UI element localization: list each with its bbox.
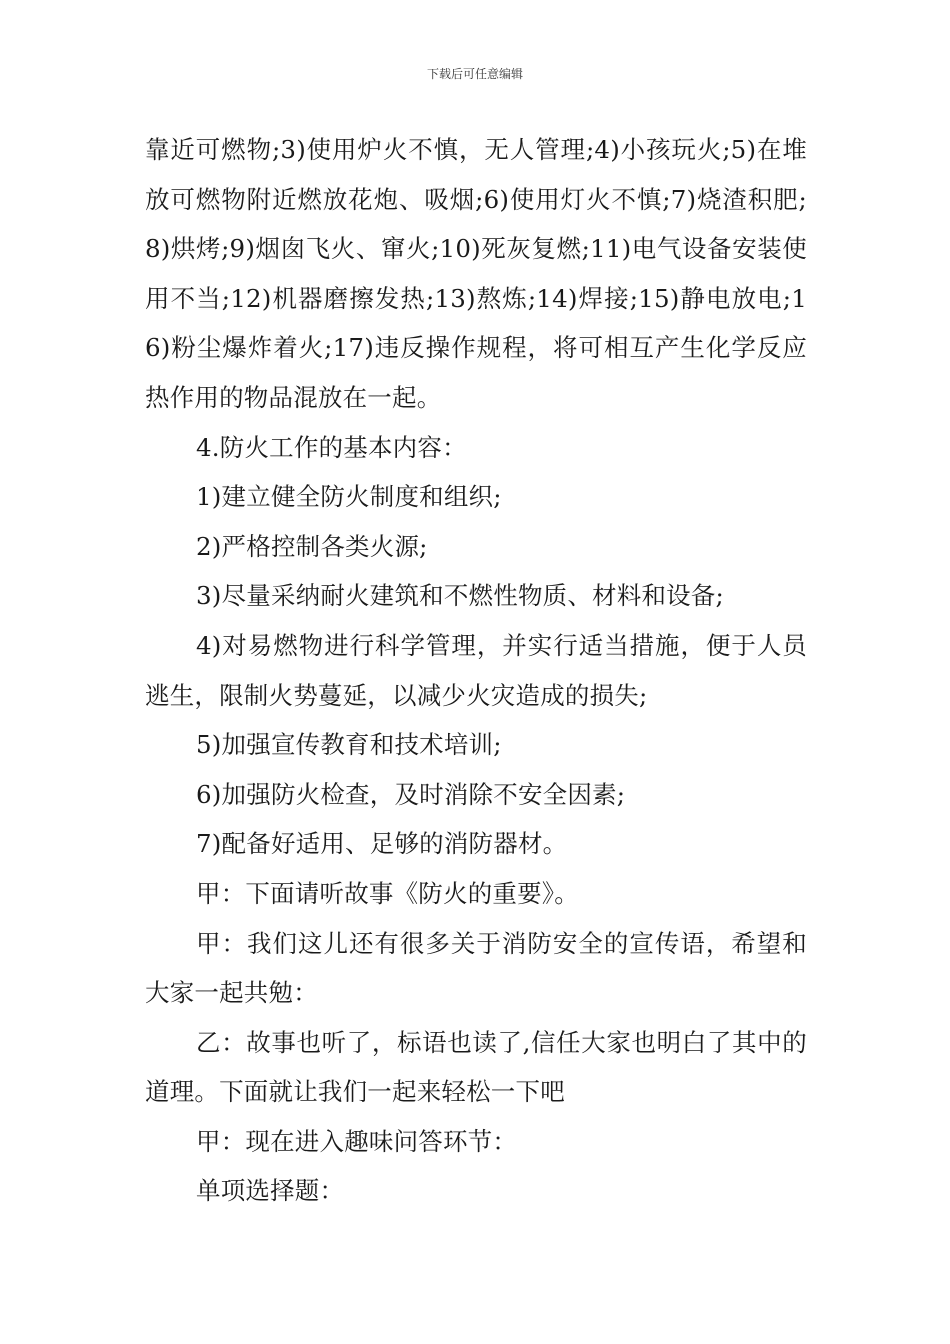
paragraph-fire-prevention-heading: 4.防火工作的基本内容：	[196, 432, 467, 462]
page-header: 下载后可任意编辑	[426, 67, 523, 81]
paragraph-quiz-heading: 单项选择题：	[196, 1176, 345, 1206]
paragraph-item-4: 4)对易燃物进行科学管理，并实行适当措施，便于人员逃生，限制火势蔓延，以减少火灾造成的损失;	[145, 630, 807, 710]
paragraph-dialogue-3: 乙：故事也听了，标语也读了,信任大家也明白了其中的道理。下面就让我们一起来轻松一下吧	[145, 1027, 807, 1107]
paragraph-item-6: 6)加强防火检查，及时消除不安全因素;	[196, 779, 626, 809]
paragraph-dialogue-4: 甲：现在进入趣味问答环节：	[196, 1126, 518, 1156]
paragraph-item-5: 5)加强宣传教育和技术培训;	[196, 730, 502, 760]
paragraph-fire-causes: 靠近可燃物;3)使用炉火不慎，无人管理;4)小孩玩火;5)在堆放可燃物附近燃放花炮、吸烟;6)使用灯火不慎;7)烧渣积肥;8)烘烤;9)烟囱飞火、窜火;10)死灰复燃;11)电气设备安装使用不当;12)机器磨擦发热;13)熬炼;14)焊接;15)静电放电;16)粉尘爆炸着火;17)违反操作规程，将可相互产生化学反应热作用的物品混放在一起。	[145, 135, 807, 412]
paragraph-dialogue-1: 甲：下面请听故事《防火的重要》。	[196, 878, 579, 908]
paragraph-item-3: 3)尽量采纳耐火建筑和不燃性物质、材料和设备;	[196, 581, 724, 611]
paragraph-item-7: 7)配备好适用、足够的消防器材。	[196, 829, 568, 859]
document-body	[145, 125, 807, 1216]
paragraph-dialogue-2: 甲：我们这儿还有很多关于消防安全的宣传语，希望和大家一起共勉：	[145, 928, 807, 1008]
paragraph-item-2: 2)严格控制各类火源;	[196, 531, 428, 561]
paragraph-item-1: 1)建立健全防火制度和组织;	[196, 482, 502, 512]
